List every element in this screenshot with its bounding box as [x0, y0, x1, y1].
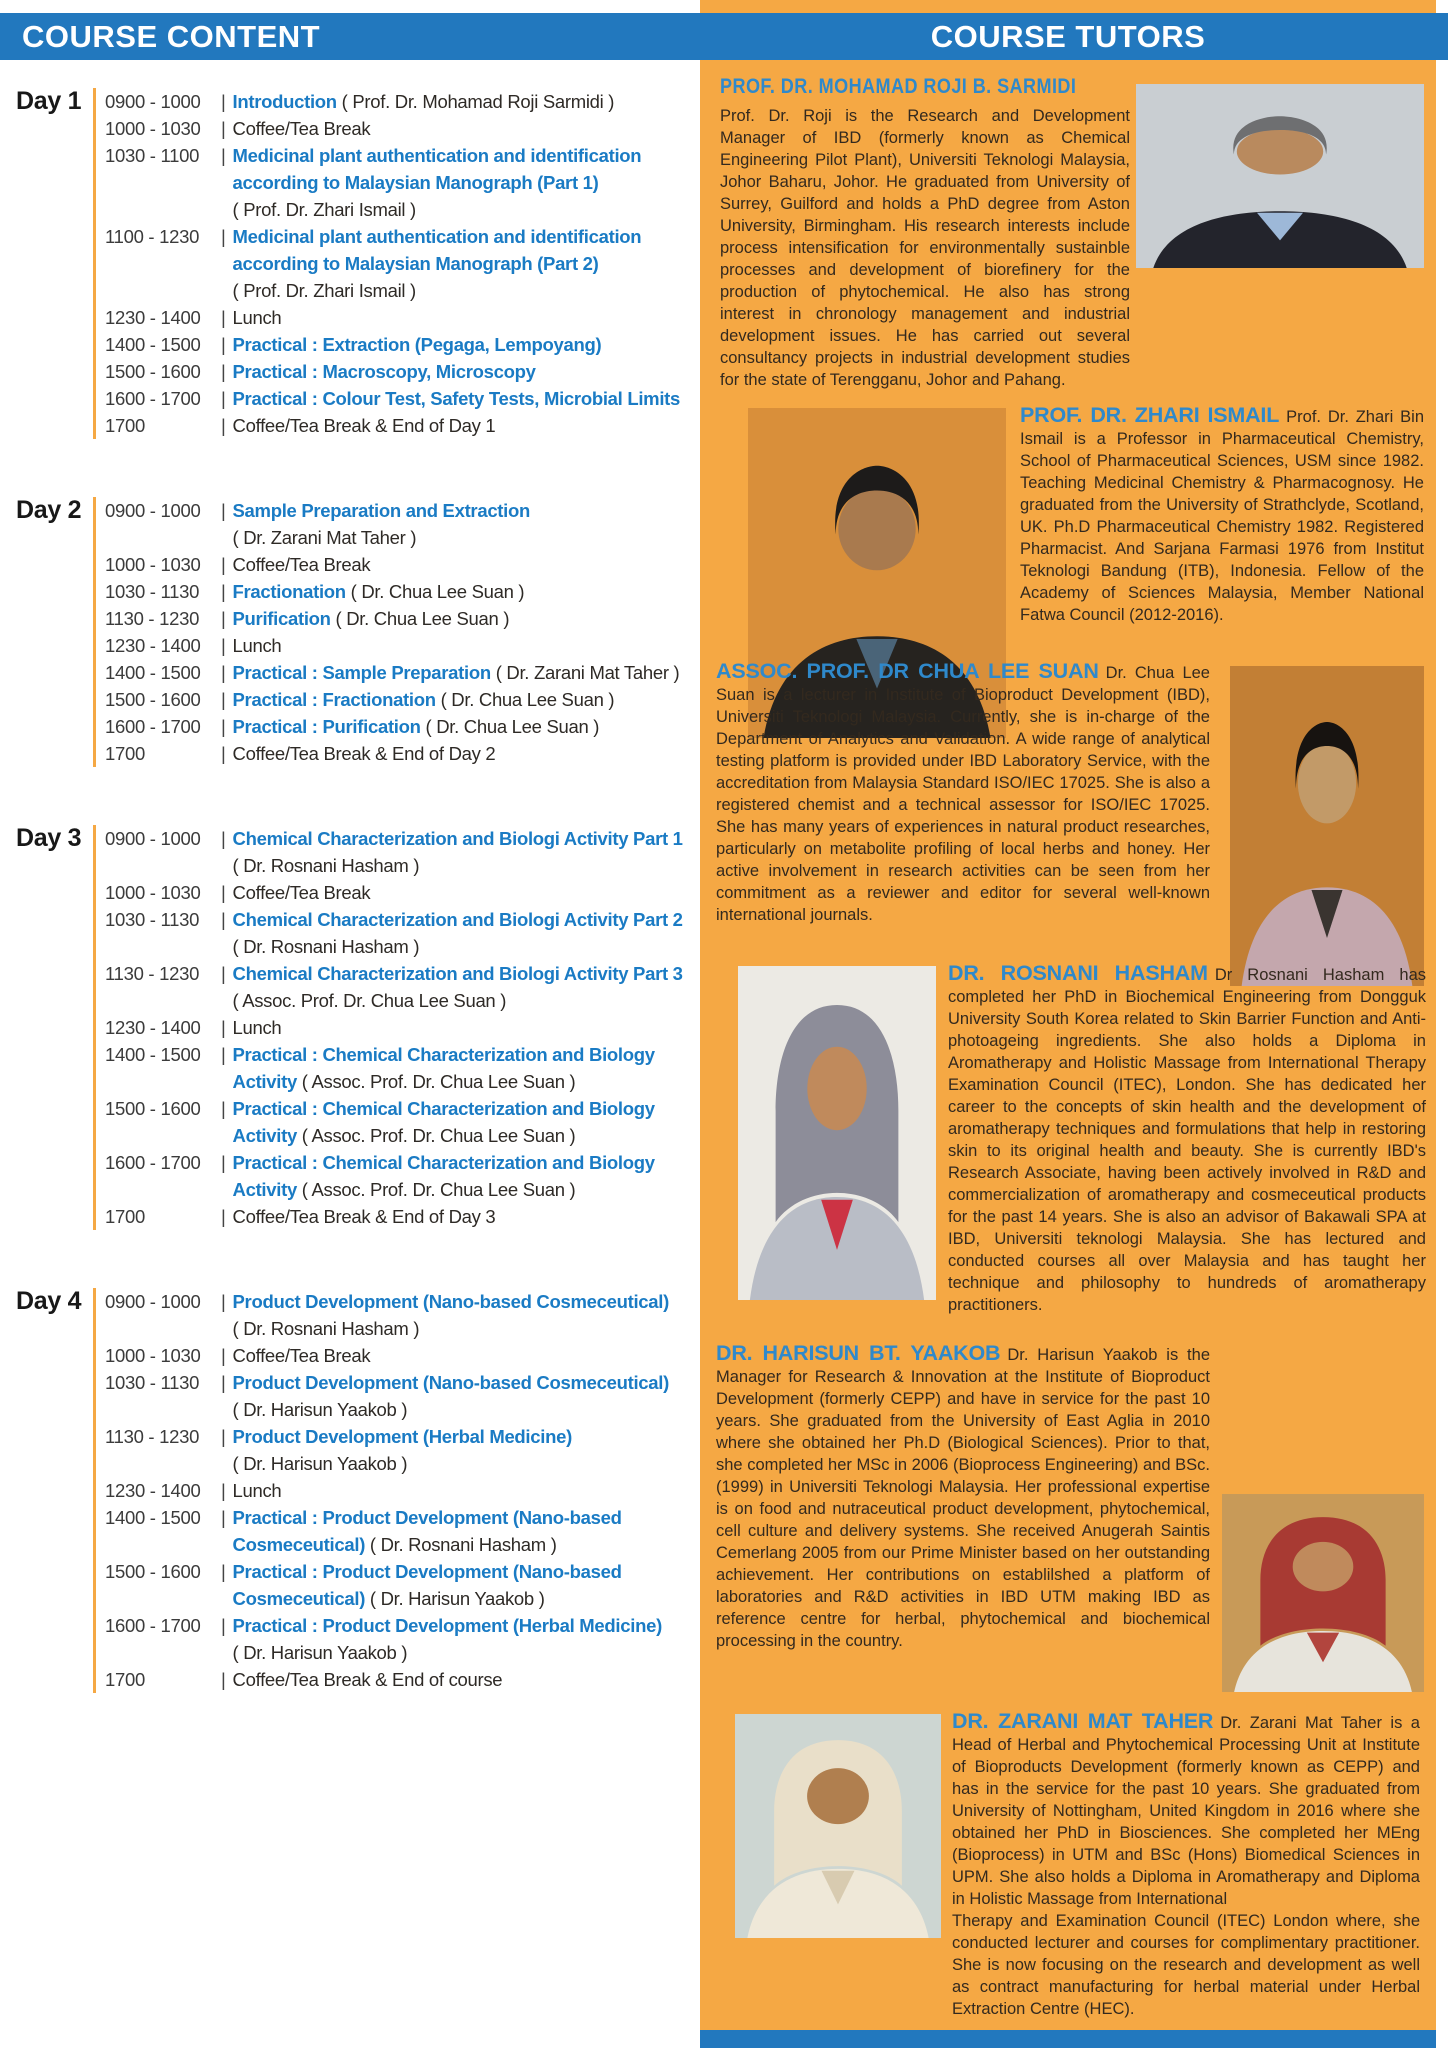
time-separator-icon: |	[221, 1206, 226, 1227]
schedule-content	[233, 1342, 700, 1369]
schedule-topic: Practical : Purification	[232, 716, 421, 737]
schedule-content	[233, 659, 700, 686]
tutor-bio: Dr. Harisun Yaakob is the Manager for Research & Innovation at the Institute of Bioproduct Development (formerly CEPP) and have in service for the past 10 years. She graduated from the University of East Aglia in 2010 where she obtained her Ph.D (Biological Sciences). Prior to that, she completed her MSc in 2006 (Bioprocess Engineering) and BSc. (1999) in Universiti Teknologi Malaysia. Her professional expertise is on food and nutraceutical product development, phytochemical, cell culture and delivery systems. She received Anugerah Saintis Cemerlang 2005 from our Prime Minister based on her outstanding achievement. Her contributions on establilshed a platform of laboratories and R&D activities in IBD UTM making IBD as reference centre for herbal, phytochemical and biochemical processing in the country.	[716, 1346, 1210, 1650]
schedule-content	[233, 1288, 700, 1342]
schedule-row	[105, 1041, 700, 1095]
time-separator-icon: |	[221, 226, 226, 247]
schedule-time: 1500 - 1600	[105, 361, 201, 382]
tutor-name: DR. HARISUN BT. YAAKOB	[716, 1341, 1001, 1365]
day-label: Day 2	[16, 496, 82, 524]
schedule-text: ( Dr. Rosnani Hasham )	[232, 1318, 420, 1339]
tutor-section-harisun-yaakob	[716, 1342, 1210, 1652]
time-separator-icon: |	[221, 963, 226, 984]
schedule-time: 1130 - 1230	[105, 1426, 200, 1447]
schedule-topic: Medicinal plant authentication and identification according to Malaysian Manograph (Part 2)	[232, 226, 642, 274]
schedule-text: ( Dr. Chua Lee Suan )	[345, 581, 525, 602]
schedule-topic: Sample Preparation and Extraction	[232, 500, 531, 521]
tutor-name: DR. ROSNANI HASHAM	[948, 961, 1208, 985]
schedule-text: Coffee/Tea Break & End of Day 2	[232, 743, 496, 764]
tutor-photo-harisun-yaakob	[1222, 1494, 1424, 1692]
schedule-content	[233, 88, 700, 115]
schedule-time: 1230 - 1400	[105, 307, 201, 328]
schedule-text: ( Assoc. Prof. Dr. Chua Lee Suan )	[296, 1071, 576, 1092]
schedule-row	[105, 686, 700, 713]
schedule-row	[105, 960, 700, 1014]
person-photo-icon	[1230, 666, 1424, 986]
schedule-row	[105, 1203, 700, 1230]
schedule-time: 1030 - 1130	[105, 1372, 200, 1393]
schedule-content	[233, 331, 700, 358]
schedule-topic: Practical : Chemical Characterization and Biology Activity	[232, 1152, 655, 1200]
schedule-topic: Product Development (Nano-based Cosmeceutical)	[232, 1372, 669, 1393]
schedule-text: Lunch	[232, 1017, 282, 1038]
schedule-content	[233, 412, 700, 439]
schedule-row	[105, 632, 700, 659]
schedule-topic: Product Development (Nano-based Cosmeceutical)	[232, 1291, 669, 1312]
schedule-row	[105, 1095, 700, 1149]
schedule-text: ( Dr. Chua Lee Suan )	[435, 689, 615, 710]
schedule-text: ( Prof. Dr. Zhari Ismail )	[232, 280, 416, 301]
day-block	[0, 825, 700, 1230]
schedule-text: Coffee/Tea Break	[232, 554, 371, 575]
time-separator-icon: |	[221, 500, 226, 521]
schedule-text: ( Dr. Chua Lee Suan )	[330, 608, 510, 629]
schedule-text: ( Dr. Harisun Yaakob )	[232, 1642, 408, 1663]
time-separator-icon: |	[221, 882, 226, 903]
schedule-topic: Medicinal plant authentication and identification according to Malaysian Manograph (Part 1)	[232, 145, 642, 193]
day-rows	[93, 497, 700, 767]
schedule-time: 1700	[105, 415, 145, 436]
schedule-content	[233, 879, 700, 906]
schedule-text: ( Assoc. Prof. Dr. Chua Lee Suan )	[232, 990, 507, 1011]
day-block	[0, 1288, 700, 1693]
schedule-content	[233, 1014, 700, 1041]
person-photo-icon	[735, 1714, 941, 1938]
time-separator-icon: |	[221, 689, 226, 710]
schedule-text: ( Dr. Chua Lee Suan )	[420, 716, 600, 737]
schedule-row	[105, 497, 700, 551]
schedule-time: 1230 - 1400	[105, 635, 201, 656]
schedule-time: 1700	[105, 1669, 145, 1690]
schedule-time: 0900 - 1000	[105, 500, 201, 521]
schedule-text: ( Dr. Harisun Yaakob )	[365, 1588, 545, 1609]
time-separator-icon: |	[221, 554, 226, 575]
day-rows	[93, 825, 700, 1230]
schedule-time: 1600 - 1700	[105, 1615, 201, 1636]
tutor-bio: Dr. Chua Lee Suan is a lecturer in Institute of Bioproduct Development (IBD), Universiti Teknologi Malaysia. Currently, she is in-charge of the Department of Analytics and Validation. A wide range of analytical testing platform is provided under IBD Laboratory Service, with the accreditation from Malaysia Standard ISO/IEC 17025. She is also a registered chemist and a technical assessor for ISO/IEC 17025. She has many years of experiences in natural product researches, particularly on metabolite profiling of local herbs and honey. Her active involvement in research activities can be seen from her commitment as a reviewer and editor for several well-known international journals.	[716, 664, 1210, 924]
tutor-bio: Prof. Dr. Roji is the Research and Development Manager of IBD (formerly known as Chemical Engineering Pilot Plant), Universiti Teknologi Malaysia, Johor Baharu, Johor. He graduated from University of Surrey, Guilford and holds a PhD degree from Aston University, Birmingham. His research interests include process intensification for environmentally sustainble processes and development of biorefinery for the production of phytochemical. He also has strong interest in chronology management and industrial development issues. He has carried out several consultancy projects in industrial development studies for the state of Terengganu, Johor and Pahang.	[720, 107, 1130, 389]
tutor-section-chua-lee-suan	[716, 660, 1210, 926]
course-tutors-header: COURSE TUTORS	[930, 19, 1206, 54]
time-separator-icon: |	[221, 91, 226, 112]
schedule-text: Coffee/Tea Break	[232, 882, 371, 903]
time-separator-icon: |	[221, 415, 226, 436]
schedule-content	[233, 1041, 700, 1095]
day-rows	[93, 88, 700, 439]
schedule-text: Coffee/Tea Break & End of Day 3	[232, 1206, 496, 1227]
schedule-topic: Fractionation	[232, 581, 346, 602]
time-separator-icon: |	[221, 1044, 226, 1065]
schedule-row	[105, 879, 700, 906]
tutor-name: PROF. DR. MOHAMAD ROJI B. SARMIDI	[720, 75, 1077, 98]
schedule-text: Lunch	[232, 635, 282, 656]
time-separator-icon: |	[221, 388, 226, 409]
time-separator-icon: |	[221, 118, 226, 139]
time-separator-icon: |	[221, 1017, 226, 1038]
schedule-time: 1600 - 1700	[105, 1152, 201, 1173]
schedule-row	[105, 1423, 700, 1477]
footer-bar	[700, 2030, 1436, 2048]
time-separator-icon: |	[221, 635, 226, 656]
schedule-text: ( Assoc. Prof. Dr. Chua Lee Suan )	[296, 1125, 576, 1146]
time-separator-icon: |	[221, 1291, 226, 1312]
schedule-time: 1000 - 1030	[105, 1345, 201, 1366]
schedule-content	[233, 713, 700, 740]
time-separator-icon: |	[221, 1152, 226, 1173]
schedule-content	[233, 1149, 700, 1203]
tutor-bio: Dr Rosnani Hasham has completed her PhD in Biochemical Engineering from Dongguk University South Korea related to Skin Barrier Function and Anti-photoageing ingredients. She also holds a Diploma in Aromatherapy and Holistic Massage from International Therapy Examination Council (ITEC), London. She has dedicated her career to the concepts of skin health and the development of aromatherapy techniques and formulations that help in restoring skin to its original health and beauty. She is currently IBD's Research Associate, having been actively involved in R&D and commercialization of aromatherapy and cosmeceutical products for the past 14 years. She is also an advisor of Bakawali SPA at IBD, Universiti teknologi Malaysia. She has lectured and conducted courses all over Malaysia and has taught her technique and philosophy to hundreds of aromatherapy practitioners.	[948, 966, 1426, 1314]
schedule-text: ( Dr. Harisun Yaakob )	[232, 1453, 408, 1474]
tutor-name: PROF. DR. ZHARI ISMAIL	[1020, 403, 1280, 427]
time-separator-icon: |	[221, 909, 226, 930]
time-separator-icon: |	[221, 1507, 226, 1528]
schedule-row	[105, 304, 700, 331]
schedule-row	[105, 331, 700, 358]
schedule-time: 1000 - 1030	[105, 118, 201, 139]
time-separator-icon: |	[221, 608, 226, 629]
schedule-time: 1700	[105, 743, 145, 764]
schedule-row	[105, 223, 700, 304]
schedule-time: 1230 - 1400	[105, 1480, 201, 1501]
time-separator-icon: |	[221, 1372, 226, 1393]
schedule-topic: Chemical Characterization and Biologi Activity Part 2	[232, 909, 683, 930]
course-content-header: COURSE CONTENT	[22, 19, 321, 54]
header-bar	[0, 13, 1448, 60]
schedule-time: 1500 - 1600	[105, 689, 201, 710]
schedule-content	[233, 497, 700, 551]
schedule-content	[233, 686, 700, 713]
schedule-row	[105, 1288, 700, 1342]
schedule-row	[105, 906, 700, 960]
schedule-content	[233, 1369, 700, 1423]
time-separator-icon: |	[221, 581, 226, 602]
schedule-topic: Practical : Fractionation	[232, 689, 436, 710]
schedule-content	[233, 551, 700, 578]
schedule-row	[105, 659, 700, 686]
tutor-bio: Prof. Dr. Zhari Bin Ismail is a Professor in Pharmaceutical Chemistry, School of Pharmaceutical Sciences, USM since 1982. Teaching Medicinal Chemistry & Pharmacognosy. He graduated from the University of Strathclyde, Scotland, UK. Ph.D Pharmaceutical Chemistry 1982. Registered Pharmacist. And Sarjana Farmasi 1976 from Institut Teknologi Bandung (ITB), Indonesia. Fellow of the Academy of Sciences Malaysia, Member National Fatwa Council (2012-2016).	[1020, 408, 1424, 624]
schedule-time: 1500 - 1600	[105, 1561, 201, 1582]
schedule-row	[105, 713, 700, 740]
schedule-row	[105, 825, 700, 879]
schedule-topic: Purification	[232, 608, 331, 629]
tutor-bio: Dr. Zarani Mat Taher is a Head of Herbal and Phytochemical Processing Unit at Institute of Bioproducts Development (formerly known as CEPP) and has in the service for the past 10 years. She graduated from University of Nottingham, United Kingdom in 2016 where she obtained her PhD in Biosciences. She completed her MEng (Bioprocess) in UTM and BSc (Hons) Biomedical Sciences in UPM. She also holds a Diploma in Aromatherapy and Diploma in Holistic Massage from International Therapy and Examination Council (ITEC) London where, she conducted lecturer and courses for complimentary practitioner. She is now focusing on the research and development as well as contract manufacturing for herbal material under Herbal Extraction Centre (HEC).	[952, 1714, 1420, 2018]
schedule-content	[233, 223, 700, 304]
schedule-time: 1130 - 1230	[105, 963, 200, 984]
schedule-text: ( Dr. Zarani Mat Taher )	[490, 662, 680, 683]
day-label: Day 3	[16, 824, 82, 852]
schedule-topic: Chemical Characterization and Biologi Activity Part 3	[232, 963, 683, 984]
schedule-time: 1700	[105, 1206, 145, 1227]
tutor-photo-zarani-mat-taher	[735, 1714, 941, 1938]
schedule-content	[233, 632, 700, 659]
schedule-content	[233, 1612, 700, 1666]
time-separator-icon: |	[221, 1561, 226, 1582]
schedule-time: 1400 - 1500	[105, 1044, 201, 1065]
schedule-topic: Practical : Colour Test, Safety Tests, Microbial Limits	[232, 388, 681, 409]
course-schedule	[0, 88, 700, 1751]
schedule-text: Coffee/Tea Break	[232, 1345, 371, 1366]
schedule-topic: Practical : Extraction (Pegaga, Lempoyang)	[232, 334, 602, 355]
schedule-content	[233, 1095, 700, 1149]
schedule-row	[105, 412, 700, 439]
schedule-time: 0900 - 1000	[105, 91, 201, 112]
schedule-time: 0900 - 1000	[105, 1291, 201, 1312]
schedule-text: ( Assoc. Prof. Dr. Chua Lee Suan )	[296, 1179, 576, 1200]
schedule-content	[233, 740, 700, 767]
schedule-row	[105, 1612, 700, 1666]
schedule-time: 1030 - 1130	[105, 581, 200, 602]
time-separator-icon: |	[221, 1426, 226, 1447]
schedule-content	[233, 578, 700, 605]
schedule-row	[105, 1504, 700, 1558]
schedule-row	[105, 1477, 700, 1504]
schedule-row	[105, 142, 700, 223]
schedule-content	[233, 1477, 700, 1504]
schedule-time: 1000 - 1030	[105, 882, 201, 903]
schedule-row	[105, 605, 700, 632]
schedule-content	[233, 358, 700, 385]
time-separator-icon: |	[221, 716, 226, 737]
tutor-photo-rosnani-hasham	[738, 966, 936, 1300]
schedule-text: ( Prof. Dr. Zhari Ismail )	[232, 199, 416, 220]
schedule-content	[233, 385, 700, 412]
time-separator-icon: |	[221, 1098, 226, 1119]
person-photo-icon	[1136, 84, 1424, 268]
schedule-content	[233, 1504, 700, 1558]
schedule-topic: Practical : Product Development (Herbal Medicine)	[232, 1615, 662, 1636]
time-separator-icon: |	[221, 307, 226, 328]
schedule-row	[105, 551, 700, 578]
tutor-photo-chua-lee-suan	[1230, 666, 1424, 986]
schedule-content	[233, 1666, 700, 1693]
schedule-row	[105, 740, 700, 767]
tutor-section-mohamad-roji-sarmidi	[720, 76, 1130, 391]
time-separator-icon: |	[221, 1480, 226, 1501]
schedule-time: 1030 - 1130	[105, 909, 200, 930]
schedule-time: 1100 - 1230	[105, 226, 200, 247]
tutor-photo-mohamad-roji-sarmidi	[1136, 84, 1424, 268]
day-label: Day 4	[16, 1287, 82, 1315]
time-separator-icon: |	[221, 828, 226, 849]
schedule-content	[233, 304, 700, 331]
person-photo-icon	[738, 966, 936, 1300]
schedule-time: 1600 - 1700	[105, 388, 201, 409]
schedule-content	[233, 115, 700, 142]
schedule-content	[233, 825, 700, 879]
schedule-row	[105, 1558, 700, 1612]
schedule-content	[233, 906, 700, 960]
schedule-time: 0900 - 1000	[105, 828, 201, 849]
tutor-section-zarani-mat-taher	[952, 1710, 1420, 2020]
schedule-row	[105, 115, 700, 142]
schedule-topic: Introduction	[232, 91, 337, 112]
schedule-text: ( Prof. Dr. Mohamad Roji Sarmidi )	[336, 91, 615, 112]
schedule-text: ( Dr. Zarani Mat Taher )	[232, 527, 417, 548]
time-separator-icon: |	[221, 1345, 226, 1366]
schedule-content	[233, 1423, 700, 1477]
schedule-text: ( Dr. Rosnani Hasham )	[232, 855, 420, 876]
schedule-row	[105, 1369, 700, 1423]
time-separator-icon: |	[221, 145, 226, 166]
schedule-time: 1030 - 1100	[105, 145, 200, 166]
schedule-text: ( Dr. Rosnani Hasham )	[232, 936, 420, 957]
time-separator-icon: |	[221, 1669, 226, 1690]
schedule-time: 1230 - 1400	[105, 1017, 201, 1038]
schedule-topic: Practical : Product Development (Nano-based Cosmeceutical)	[232, 1507, 622, 1555]
schedule-content	[233, 605, 700, 632]
schedule-row	[105, 1666, 700, 1693]
schedule-row	[105, 385, 700, 412]
tutor-section-rosnani-hasham	[948, 962, 1426, 1316]
schedule-time: 1500 - 1600	[105, 1098, 201, 1119]
schedule-row	[105, 88, 700, 115]
schedule-row	[105, 358, 700, 385]
time-separator-icon: |	[221, 1615, 226, 1636]
schedule-text: Lunch	[232, 307, 282, 328]
schedule-content	[233, 1203, 700, 1230]
schedule-time: 1130 - 1230	[105, 608, 200, 629]
schedule-content	[233, 1558, 700, 1612]
time-separator-icon: |	[221, 662, 226, 683]
schedule-row	[105, 1149, 700, 1203]
time-separator-icon: |	[221, 361, 226, 382]
time-separator-icon: |	[221, 334, 226, 355]
schedule-text: Coffee/Tea Break	[232, 118, 371, 139]
schedule-time: 1600 - 1700	[105, 716, 201, 737]
schedule-time: 1400 - 1500	[105, 1507, 201, 1528]
schedule-topic: Chemical Characterization and Biologi Activity Part 1	[232, 828, 683, 849]
tutor-section-zhari-ismail	[1020, 404, 1424, 626]
tutor-name: ASSOC. PROF. DR CHUA LEE SUAN	[716, 659, 1099, 683]
schedule-text: Coffee/Tea Break & End of course	[232, 1669, 503, 1690]
schedule-text: Coffee/Tea Break & End of Day 1	[232, 415, 496, 436]
day-rows	[93, 1288, 700, 1693]
schedule-topic: Product Development (Herbal Medicine)	[232, 1426, 572, 1447]
schedule-row	[105, 1014, 700, 1041]
schedule-topic: Practical : Sample Preparation	[232, 662, 491, 683]
schedule-row	[105, 1342, 700, 1369]
day-label: Day 1	[16, 87, 82, 115]
day-block	[0, 88, 700, 439]
schedule-time: 1400 - 1500	[105, 662, 201, 683]
schedule-time: 1400 - 1500	[105, 334, 201, 355]
schedule-content	[233, 142, 700, 223]
schedule-topic: Practical : Chemical Characterization and Biology Activity	[232, 1098, 655, 1146]
schedule-row	[105, 578, 700, 605]
schedule-topic: Practical : Chemical Characterization and Biology Activity	[232, 1044, 655, 1092]
schedule-content	[233, 960, 700, 1014]
schedule-topic: Practical : Product Development (Nano-based Cosmeceutical)	[232, 1561, 622, 1609]
schedule-time: 1000 - 1030	[105, 554, 201, 575]
schedule-text: ( Dr. Rosnani Hasham )	[365, 1534, 557, 1555]
person-photo-icon	[1222, 1494, 1424, 1692]
time-separator-icon: |	[221, 743, 226, 764]
schedule-text: ( Dr. Harisun Yaakob )	[232, 1399, 408, 1420]
schedule-text: Lunch	[232, 1480, 282, 1501]
schedule-topic: Practical : Macroscopy, Microscopy	[232, 361, 536, 382]
day-block	[0, 497, 700, 767]
tutor-name: DR. ZARANI MAT TAHER	[952, 1709, 1214, 1733]
